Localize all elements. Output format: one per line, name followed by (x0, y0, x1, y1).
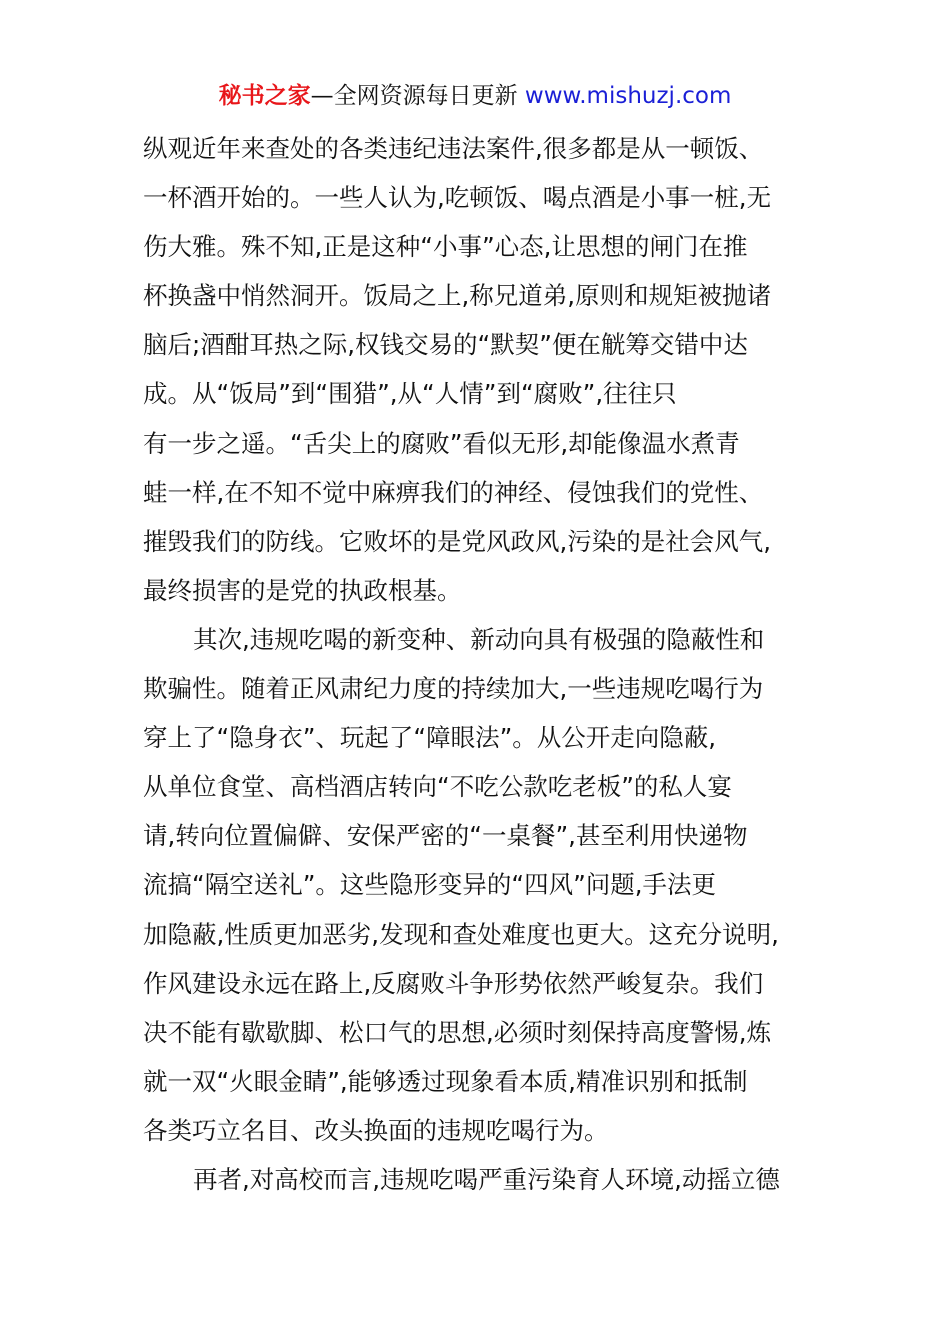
text-line: 流搞“隔空送礼”。这些隐形变异的“四风”问题,手法更 (143, 870, 717, 900)
text-line: 决不能有歇歇脚、松口气的思想,必须时刻保持高度警惕,炼 (143, 1017, 772, 1047)
text-line: 脑后;酒酣耳热之际,权钱交易的“默契”便在觥筹交错中达 (143, 330, 748, 360)
text-line: 作风建设永远在路上,反腐败斗争形势依然严峻复杂。我们 (143, 968, 764, 998)
paragraph-first-line: 再者,对高校而言,违规吃喝严重污染育人环境,动摇立德 (193, 1164, 780, 1194)
text-line: 杯换盏中悄然洞开。饭局之上,称兄道弟,原则和规矩被抛诸 (143, 281, 772, 311)
site-tagline: —全网资源每日更新 (310, 83, 518, 109)
text-line: 各类巧立名目、改头换面的违规吃喝行为。 (143, 1115, 609, 1145)
text-line: 加隐蔽,性质更加恶劣,发现和查处难度也更大。这充分说明, (143, 919, 779, 949)
text-line: 蛙一样,在不知不觉中麻痹我们的神经、侵蚀我们的党性、 (143, 477, 764, 507)
paragraph-first-line: 其次,违规吃喝的新变种、新动向具有极强的隐蔽性和 (193, 624, 765, 654)
text-line: 请,转向位置偏僻、安保严密的“一桌餐”,甚至利用快递物 (143, 821, 748, 851)
site-brand: 秘书之家 (218, 83, 311, 109)
text-line: 穿上了“隐身衣”、玩起了“障眼法”。从公开走向隐蔽, (143, 723, 717, 753)
text-line: 伤大雅。殊不知,正是这种“小事”心态,让思想的闸门在推 (143, 232, 748, 262)
document-body (143, 124, 811, 1204)
site-url-link[interactable]: www.mishuzj.com (517, 83, 732, 109)
text-line: 就一双“火眼金睛”,能够透过现象看本质,精准识别和抵制 (143, 1066, 748, 1096)
text-line: 最终损害的是党的执政根基。 (143, 575, 462, 605)
text-line: 从单位食堂、高档酒店转向“不吃公款吃老板”的私人宴 (143, 772, 732, 802)
text-line: 有一步之遥。“舌尖上的腐败”看似无形,却能像温水煮青 (143, 428, 740, 458)
text-line: 摧毁我们的防线。它败坏的是党风政风,污染的是社会风气, (143, 526, 772, 556)
text-line: 纵观近年来查处的各类违纪违法案件,很多都是从一顿饭、 (143, 134, 764, 163)
text-line: 成。从“饭局”到“围猎”,从“人情”到“腐败”,往往只 (143, 379, 677, 409)
text-line: 欺骗性。随着正风肃纪力度的持续加大,一些违规吃喝行为 (143, 674, 764, 704)
text-line: 一杯酒开始的。一些人认为,吃顿饭、喝点酒是小事一桩,无 (143, 183, 772, 213)
site-header (0, 80, 950, 112)
